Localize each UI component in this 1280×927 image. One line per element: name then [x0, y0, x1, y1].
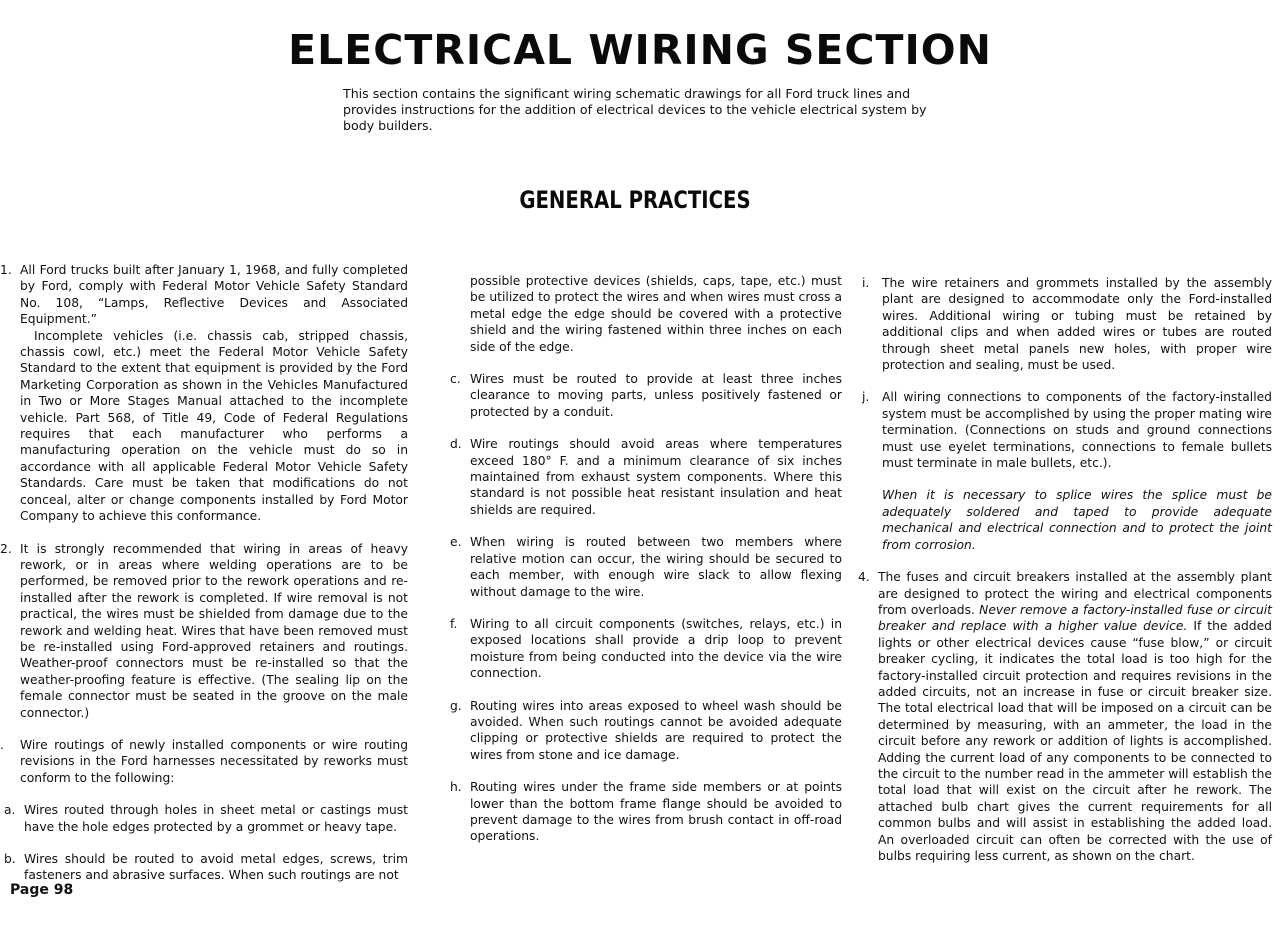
item-marker: 2. — [0, 541, 12, 556]
practice-item-1 — [0, 262, 408, 525]
splice-note: When it is necessary to splice wires the splice must be adequately soldered and taped to provide adequate mechanical and electrical connection and to protect the joint from corrosion. — [882, 488, 1272, 552]
sub-item-c-text: Wires must be routed to provide at least three inches clearance to moving parts, unless positively fastened or protected by a conduit. — [470, 372, 842, 419]
item-4-text — [878, 569, 1272, 864]
sub-item-marker: a. — [4, 803, 16, 818]
item-2-text: It is strongly recommended that wiring in areas of heavy rework, or in areas where welding operations are to be performed, be removed prior to the rework operations and re-installed after the rework is completed. If wire removal is not practical, the wires must be shielded from damage due to the rework and welding heat. Wires that have been removed must be re-installed using Ford-approved retainers and routings. Weather-proof connectors must be re-installed so that the weather-proofing feature is effective. (The sealing lip on the female connector must be seated in the groove on the male connector.) — [20, 541, 408, 720]
sub-item-marker: b. — [4, 852, 16, 866]
practice-item-2 — [0, 541, 408, 721]
sub-item-h-text: Routing wires under the frame side members or at points lower than the bottom frame flange should be avoided to prevent damage to the wires from brush contact in off-road operations. — [470, 780, 842, 844]
sub-item-a-text: Wires routed through holes in sheet metal or castings must have the hole edges protected by a grommet or heavy tape. — [24, 803, 408, 834]
item-marker: 4. — [858, 570, 870, 585]
item-marker: . — [0, 737, 4, 752]
sub-item-j-text: All wiring connections to components of the factory-installed system must be accomplished by using the proper mating wire termination. (Connections on studs and ground connections must use eyelet terminations, connections to female bullets must terminate in male bullets, etc.). — [882, 390, 1272, 471]
item-4-text-b: If the added lights or other electrical devices cause “fuse blow,” or circuit breaker cycling, it indicates the total load is too high for the factory-installed circuit protection and requires revisions in the added circuits, not an increase in fuse or circuit breaker size. The total electrical load that will be imposed on a circuit can be determined by measuring, with an ammeter, the load in the circuit before any rework or addition of lights is accomplished. Adding the current load of any components to be connected to the circuit to the number read in the ammeter will establish the total load that will exist on the circuit after he rework. The attached bulb chart gives the current requirements for all common bulbs and will assist in establishing the added load. An overloaded circuit can often be corrected with the use of bulbs requiring less current, as shown on the chart. — [878, 619, 1272, 863]
sub-item-j — [858, 389, 1272, 471]
sub-item-a — [0, 802, 408, 835]
sub-item-marker: i. — [862, 276, 870, 290]
sub-item-i — [858, 275, 1272, 373]
page-number: Page 98 — [10, 882, 74, 898]
sub-item-d — [446, 436, 842, 518]
sub-item-g-text: Routing wires into areas exposed to wheel wash should be avoided. When such routings cannot be avoided adequate clipping or protective shields are required to protect the wires from stone and ice damage. — [470, 698, 842, 762]
sub-item-c — [446, 371, 842, 420]
sub-item-marker: d. — [450, 437, 462, 452]
practice-item-3 — [0, 737, 408, 786]
sub-item-f — [446, 616, 842, 682]
column-left — [0, 262, 408, 884]
item-marker: 1. — [0, 263, 12, 277]
sub-item-h — [446, 779, 842, 845]
sub-item-marker: e. — [450, 535, 462, 550]
sub-item-e-text: When wiring is routed between two members where relative motion can occur, the wiring should be secured to each member, with enough wire slack to allow flexing without damage to the wire. — [470, 535, 842, 599]
sub-item-marker: g. — [450, 698, 462, 713]
section-intro: This section contains the significant wiring schematic drawings for all Ford truck lines and provides instructions for the addition of electrical devices to the vehicle electrical system by body builders. — [343, 86, 927, 133]
sub-item-marker: h. — [450, 780, 462, 795]
section-title: ELECTRICAL WIRING SECTION — [288, 26, 992, 74]
sub-item-marker: f. — [450, 616, 458, 631]
sub-item-d-text: Wire routings should avoid areas where temperatures exceed 180° F. and a minimum clearance of six inches maintained from exhaust system components. Where this standard is not possible heat resistant insulation and heat shields are required. — [470, 437, 842, 517]
general-practices-heading: GENERAL PRACTICES — [519, 186, 751, 214]
sub-item-f-text: Wiring to all circuit components (switches, relays, etc.) in exposed locations shall provide a drip loop to prevent moisture from being conducted into the device via the wire connection. — [470, 616, 842, 681]
column-right — [858, 275, 1272, 864]
sub-item-marker: j. — [862, 390, 870, 405]
sub-item-b — [0, 851, 408, 884]
sub-item-b-continued: possible protective devices (shields, caps, tape, etc.) must be utilized to protect the wires and when wires must cross a metal edge the edge should be covered with a protective shield and the wiring fastened within three inches on each side of the edge. — [470, 274, 842, 354]
item-3-text: Wire routings of newly installed components or wire routing revisions in the Ford harnesses necessitated by reworks must conform to the following: — [20, 737, 408, 785]
item-4-text-a: The fuses and circuit breakers installed at the assembly plant are designed to protect the wiring and electrical components from overloads. — [878, 570, 1272, 617]
item-1-paragraph-1: All Ford trucks built after January 1, 1968, and fully completed by Ford, comply with Federal Motor Vehicle Safety Standard No. 108, “Lamps, Reflective Devices and Associated Equipment.” — [20, 263, 408, 327]
item-1-paragraph-2: Incomplete vehicles (i.e. chassis cab, stripped chassis, chassis cowl, etc.) meet the Federal Motor Vehicle Safety Standard to the extent that equipment is provided by the Ford Marketing Corporation as shown in the Vehicles Manufactured in Two or More Stages Manual attached to the incomplete vehicle. Part 568, of Title 49, Code of Federal Regulations requires that each manufacturer who performs a manufacturing operation on the vehicle must do so in accordance with all applicable Federal Motor Vehicle Safety Standards. Care must be taken that modifications do not conceal, alter or change components installed by Ford Motor Company to achieve this conformance. — [20, 328, 408, 524]
item-4-warning: Never remove a factory-installed fuse or circuit breaker and replace with a higher value device. — [878, 602, 1272, 634]
sub-item-g — [446, 698, 842, 764]
sub-item-e — [446, 534, 842, 600]
sub-item-marker: c. — [450, 372, 461, 387]
practice-item-4 — [858, 569, 1272, 864]
column-middle — [446, 273, 842, 845]
sub-item-b-text: Wires should be routed to avoid metal edges, screws, trim fasteners and abrasive surfaces. When such routings are not — [24, 852, 408, 883]
sub-item-i-text: The wire retainers and grommets installed by the assembly plant are designed to accommodate only the Ford-installed wires. Additional wiring or tubing must be retained by additional clips and when added wires or tubes are routed through sheet metal panels new holes, with proper wire protection and sealing, must be used. — [882, 276, 1272, 373]
